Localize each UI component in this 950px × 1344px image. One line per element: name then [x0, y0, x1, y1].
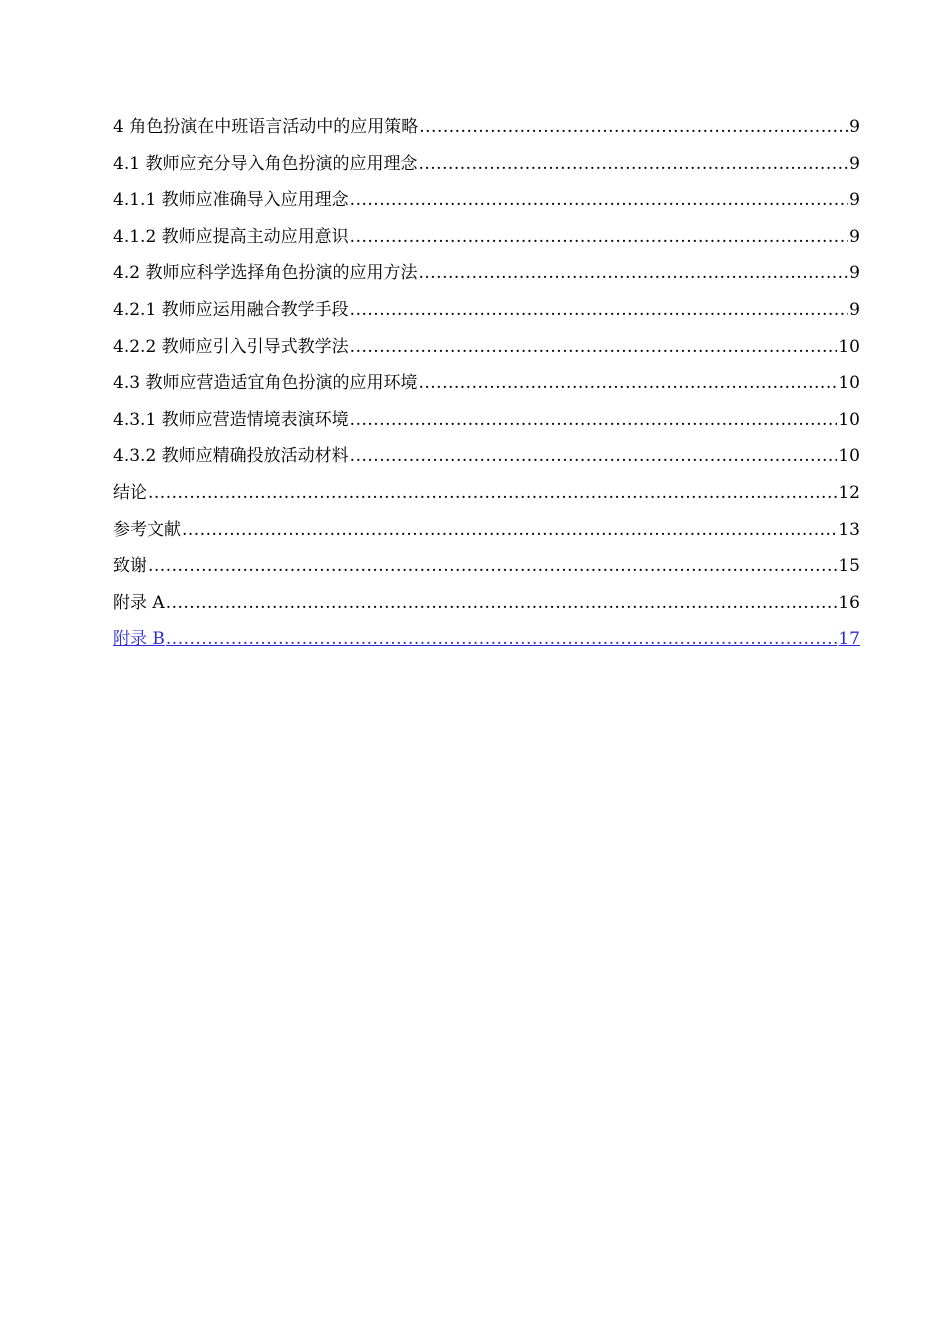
toc-dot-leader: [350, 332, 838, 362]
toc-entry-page: 17: [838, 629, 860, 650]
table-of-contents: [113, 112, 860, 661]
toc-entry-page: 10: [838, 336, 860, 357]
toc-entry-appendix-a[interactable]: [113, 588, 860, 625]
toc-dot-leader: [166, 624, 837, 654]
toc-dot-leader: [418, 258, 848, 288]
toc-entry-page: 10: [838, 409, 860, 430]
toc-dot-leader: [418, 149, 848, 179]
toc-entry-page: 9: [849, 117, 860, 137]
toc-entry-title: 4.1 教师应充分导入角色扮演的应用理念: [113, 153, 418, 174]
toc-entry-4-1-2[interactable]: [113, 222, 860, 259]
toc-entry-4-3-2[interactable]: [113, 441, 860, 478]
toc-entry-appendix-b-link[interactable]: [113, 624, 860, 661]
toc-entry-page: 15: [838, 556, 860, 577]
toc-entry-title: 参考文献: [113, 519, 181, 540]
toc-entry-page: 13: [838, 519, 860, 540]
toc-entry-page: 9: [849, 190, 860, 211]
toc-entry-page: 9: [849, 263, 860, 284]
toc-entry-4-2-2[interactable]: [113, 332, 860, 369]
toc-dot-leader: [166, 588, 838, 618]
toc-entry-title: 致谢: [113, 556, 147, 577]
toc-entry-page: 9: [849, 226, 860, 247]
toc-dot-leader: [148, 551, 837, 581]
toc-entry-title: 4.1.1 教师应准确导入应用理念: [113, 190, 349, 211]
toc-dot-leader: [419, 112, 848, 142]
toc-entry-references[interactable]: [113, 515, 860, 552]
toc-entry-title: 4.2.1 教师应运用融合教学手段: [113, 299, 349, 320]
toc-entry-page: 10: [838, 373, 860, 394]
toc-dot-leader: [350, 405, 838, 435]
toc-entry-4-1-1[interactable]: [113, 185, 860, 222]
toc-entry-acknowledgements[interactable]: [113, 551, 860, 588]
toc-entry-4-3-1[interactable]: [113, 405, 860, 442]
toc-entry-title: 4.2.2 教师应引入引导式教学法: [113, 336, 349, 357]
toc-dot-leader: [418, 368, 837, 398]
toc-entry-4-2-1[interactable]: [113, 295, 860, 332]
toc-entry-title: 4.3.1 教师应营造情境表演环境: [113, 409, 349, 430]
toc-entry-title: 4 角色扮演在中班语言活动中的应用策略: [113, 117, 419, 137]
toc-entry-page: 12: [838, 482, 860, 503]
toc-dot-leader: [350, 185, 849, 215]
toc-entry-title: 结论: [113, 482, 147, 503]
toc-entry-title: 附录 A: [113, 592, 165, 613]
toc-dot-leader: [148, 478, 837, 508]
toc-entry-4-2[interactable]: [113, 258, 860, 295]
toc-entry-4-1[interactable]: [113, 149, 860, 186]
toc-entry-page: 16: [838, 592, 860, 613]
toc-entry-4[interactable]: [113, 112, 860, 149]
toc-entry-title: 4.1.2 教师应提高主动应用意识: [113, 226, 349, 247]
toc-dot-leader: [350, 295, 849, 325]
toc-dot-leader: [350, 441, 838, 471]
toc-entry-title: 4.3.2 教师应精确投放活动材料: [113, 446, 349, 467]
toc-dot-leader: [350, 222, 849, 252]
toc-entry-page: 9: [849, 299, 860, 320]
toc-dot-leader: [182, 515, 837, 545]
toc-entry-title: 4.3 教师应营造适宜角色扮演的应用环境: [113, 373, 418, 394]
toc-entry-page: 9: [849, 153, 860, 174]
toc-entry-4-3[interactable]: [113, 368, 860, 405]
toc-entry-title: 4.2 教师应科学选择角色扮演的应用方法: [113, 263, 418, 284]
toc-entry-title: 附录 B: [113, 629, 165, 650]
toc-entry-page: 10: [838, 446, 860, 467]
toc-entry-conclusion[interactable]: [113, 478, 860, 515]
